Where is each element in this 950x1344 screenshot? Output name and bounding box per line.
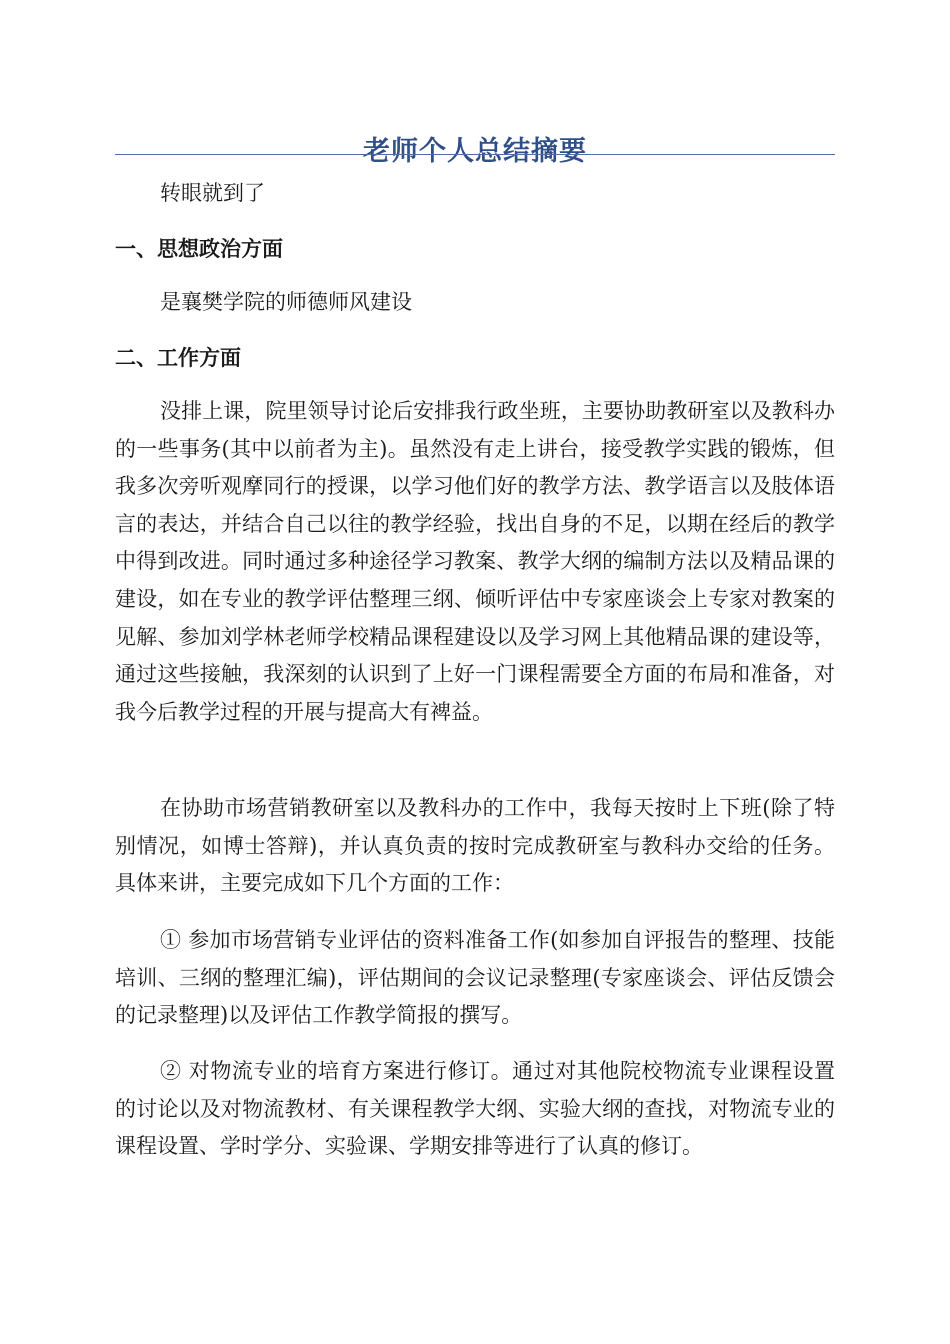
section-politics-text: 是襄樊学院的师德师风建设 [160, 290, 412, 314]
intro-paragraph: 转眼就到了 [160, 181, 265, 205]
work-list-item-1: ① 参加市场营销专业评估的资料准备工作(如参加自评报告的整理、技能培训、三纲的整理汇编)，评估期间的会议记录整理(专家座谈会、评估反馈会的记录整理)以及评估工作教学简报的撰写。 [115, 928, 835, 1028]
section-heading-work: 二、工作方面 [115, 345, 241, 370]
work-paragraph-1: 没排上课，院里领导讨论后安排我行政坐班，主要协助教研室以及教科办的一些事务(其中以前者为主)。虽然没有走上讲台，接受教学实践的锻炼，但我多次旁听观摩同行的授课，以学习他们好的教学方法、教学语言以及肢体语言的表达，并结合自己以往的教学经验，找出自身的不足，以期在经后的教学中得到改进。同时通过多种途径学习教案、教学大纲的编制方法以及精品课的建设，如在专业的教学评估整理三纲、倾听评估中专家座谈会上专家对教案的见解、参加刘学林老师学校精品课程建设以及学习网上其他精品课的建设等，通过这些接触，我深刻的认识到了上好一门课程需要全方面的布局和准备，对我今后教学过程的开展与提高大有裨益。 [115, 399, 835, 724]
work-list-item-2: ② 对物流专业的培育方案进行修订。通过对其他院校物流专业课程设置的讨论以及对物流教材、有关课程教学大纲、实验大纲的查找，对物流专业的课程设置、学时学分、实验课、学期安排等进行了认真的修订。 [115, 1059, 835, 1159]
work-paragraph-2: 在协助市场营销教研室以及教科办的工作中，我每天按时上下班(除了特别情况，如博士答辩)，并认真负责的按时完成教研室与教科办交给的任务。具体来讲，主要完成如下几个方面的工作： [115, 796, 835, 896]
document-title: 老师个人总结摘要 [363, 136, 587, 168]
section-heading-politics: 一、思想政治方面 [115, 236, 283, 261]
title-underline [115, 154, 835, 155]
